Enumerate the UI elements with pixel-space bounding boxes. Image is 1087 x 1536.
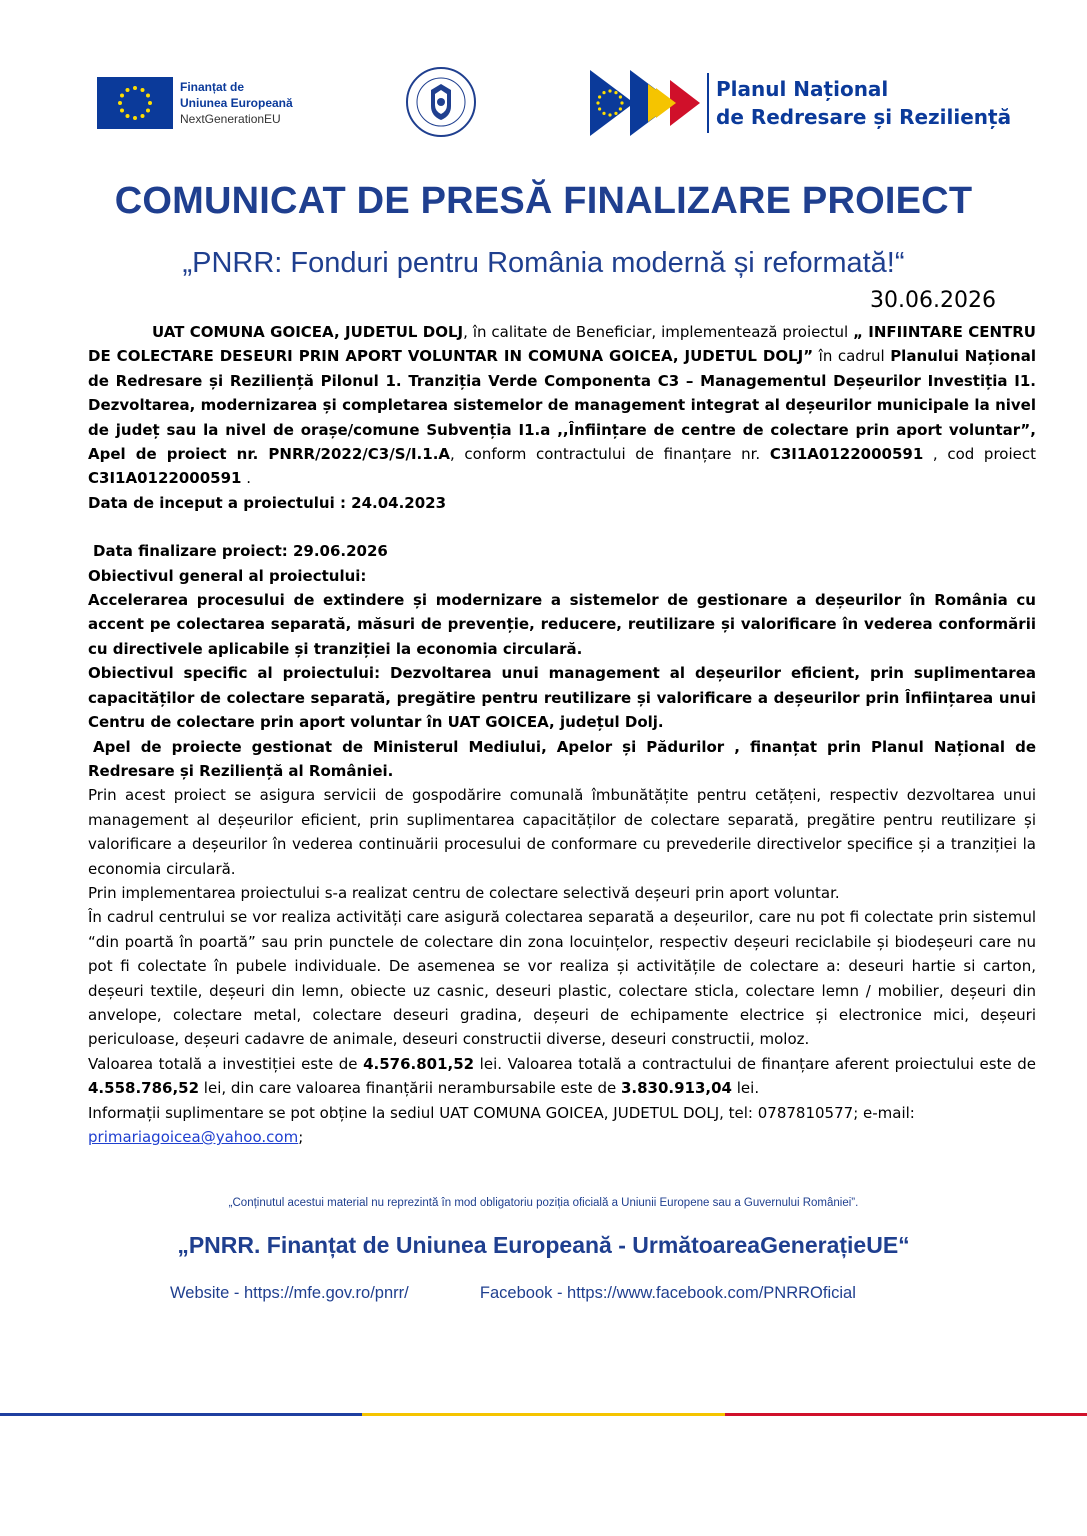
pnrr-divider — [707, 73, 709, 133]
slogan: „PNRR. Finanțat de Uniunea Europeană - UrmătoareaGenerațieUE“ — [177, 1232, 910, 1258]
eu-funding-logo — [97, 77, 293, 129]
page-title: COMUNICAT DE PRESĂ FINALIZARE PROIECT — [114, 180, 973, 222]
project-start-date: Data de inceput a proiectului : 24.04.2023 — [88, 493, 447, 512]
eu-logo-line2: Uniunea Europeană — [180, 96, 293, 110]
disclaimer: „Conținutul acestui material nu reprezintă în mod obligatoriu poziția oficială a Uniunii Europene sau a Guvernului României”. — [228, 1197, 859, 1209]
call-for-projects: Apel de proiecte gestionat de Ministerul Mediului, Apelor și Pădurilor , finanțat prin Planul Național de Redresare și Reziliență al României. — [88, 737, 1036, 780]
pnrr-arrows-icon — [590, 70, 700, 136]
pnrr-logo-line1: Planul Național — [716, 77, 889, 101]
intro-paragraph: UAT COMUNA GOICEA, JUDETUL DOLJ, în calitate de Beneficiar, implementează proiectul „ INFIINTARE CENTRU DE COLECTARE DESEURI PRIN APORT VOLUNTAR IN COMUNA GOICEA, JUDETUL DOLJ” în cadrul Planului Național de Redresare și Reziliență Pilonul 1. Tranziția Verde Componenta C3 – Managementul Deșeurilor Investiția I1. Dezvoltarea, modernizarea și completarea sistemelor de management integrat al deșeurilor municipale la nivel de județ sau la nivel de orașe/comune Subvenția I1.a ,,Înființare de centre de colectare prin aport voluntar”, Apel de proiect nr. PNRR/2022/C3/S/I.1.A, conform contractului de finanțare nr. C3I1A0122000591 , cod proiect C3I1A0122000591 . — [88, 323, 1036, 488]
email-link[interactable]: primariagoicea@yahoo.com — [88, 1128, 299, 1146]
general-objective: Accelerarea procesului de extindere și modernizare a sistemelor de gestionare a deșeurilor în România cu accent pe colectarea separată, măsuri de prevenție, reducere, reutilizare și valorificare în vederea conformării cu directivele aplicabile și tranziției la economia circulară. — [88, 591, 1036, 658]
government-seal-icon — [405, 66, 477, 138]
facebook-link[interactable]: Facebook - https://www.facebook.com/PNRROficial — [479, 1284, 856, 1302]
footer-links — [170, 1284, 856, 1303]
pnrr-logo-line2: de Redresare și Reziliență — [716, 105, 1012, 129]
footer-line-yellow — [362, 1413, 724, 1416]
publication-date: 30.06.2026 — [870, 288, 996, 313]
specific-objective: Obiectivul specific al proiectului: Dezvoltarea unui management al deșeurilor eficient, prin suplimentarea capacităților de colectare separată, pregătire pentru reutilizare și valorificare a deșeurilor prin Înființarea unui Centru de colectare prin aport voluntar în UAT GOICEA, județul Dolj. — [88, 664, 1036, 732]
website-link[interactable]: Website - https://mfe.gov.ro/pnrr/ — [170, 1284, 409, 1302]
general-objective-label: Obiectivul general al proiectului: — [88, 566, 367, 585]
page-subtitle: „PNRR: Fonduri pentru România modernă și reformată!“ — [182, 247, 905, 279]
activities-paragraph: În cadrul centrului se vor realiza activități care asigură colectarea separată a deșeurilor, care nu pot fi colectate prin sistemul “din poartă în poartă” sau prin punctele de colectare din zona locuințelor, respectiv deșeuri reciclabile și biodeșeuri care nu pot fi colectate în pubele individuale. De asemenea se vor realiza și activitățile de colectare a: deseuri hartie si carton, deșeuri textile, deșeuri din lemn, obiecte uz casnic, deseuri plastic, colectare sticla, colectare lemn / mobilier, deșeuri din anvelope, colectare metal, colectare deseuri gradina, deșeuri de echipamente electrice și electronice mici, deșeuri periculoase, deșeuri cadavre de animale, deseuri constructii diverse, deseuri constructii, moloz. — [88, 908, 1036, 1049]
implementation-paragraph: Prin implementarea proiectului s-a realizat centru de colectare selectivă deșeuri prin aport voluntar. — [88, 883, 840, 902]
eu-logo-line3: NextGenerationEU — [180, 112, 281, 126]
project-end-date: Data finalizare proiect: 29.06.2026 — [93, 542, 388, 561]
services-paragraph: Prin acest proiect se asigura servicii de gospodărire comunală îmbunătățite pentru cetățeni, respectiv dezvoltarea unui management al deșeurilor eficient, prin suplimentarea capacităților de colectare separată, pregătire pentru reutilizare și valorificare a deșeurilor în vederea continuării procesului de conformare cu prevederile directivelor specifice și a tranziției la economia circulară. — [88, 786, 1036, 878]
eu-logo-line1: Finanțat de — [180, 80, 245, 94]
eu-flag-icon — [97, 77, 173, 129]
contact-paragraph: Informații suplimentare se pot obține la sediul UAT COMUNA GOICEA, JUDETUL DOLJ, tel: 0787810577; e-mail: primariagoicea@yahoo.com; — [88, 1103, 915, 1146]
press-release-body — [88, 320, 1036, 1149]
pnrr-logo — [590, 70, 1011, 136]
footer-line-red — [725, 1413, 1087, 1416]
value-paragraph: Valoarea totală a investiției este de 4.576.801,52 lei. Valoarea totală a contractului de finanțare aferent proiectului este de 4.558.786,52 lei, din care valoarea finanțării nerambursabile este de 3.830.913,04 lei. — [88, 1054, 1036, 1098]
tricolor-footer-line — [0, 1413, 1087, 1416]
footer-line-blue — [0, 1413, 362, 1416]
